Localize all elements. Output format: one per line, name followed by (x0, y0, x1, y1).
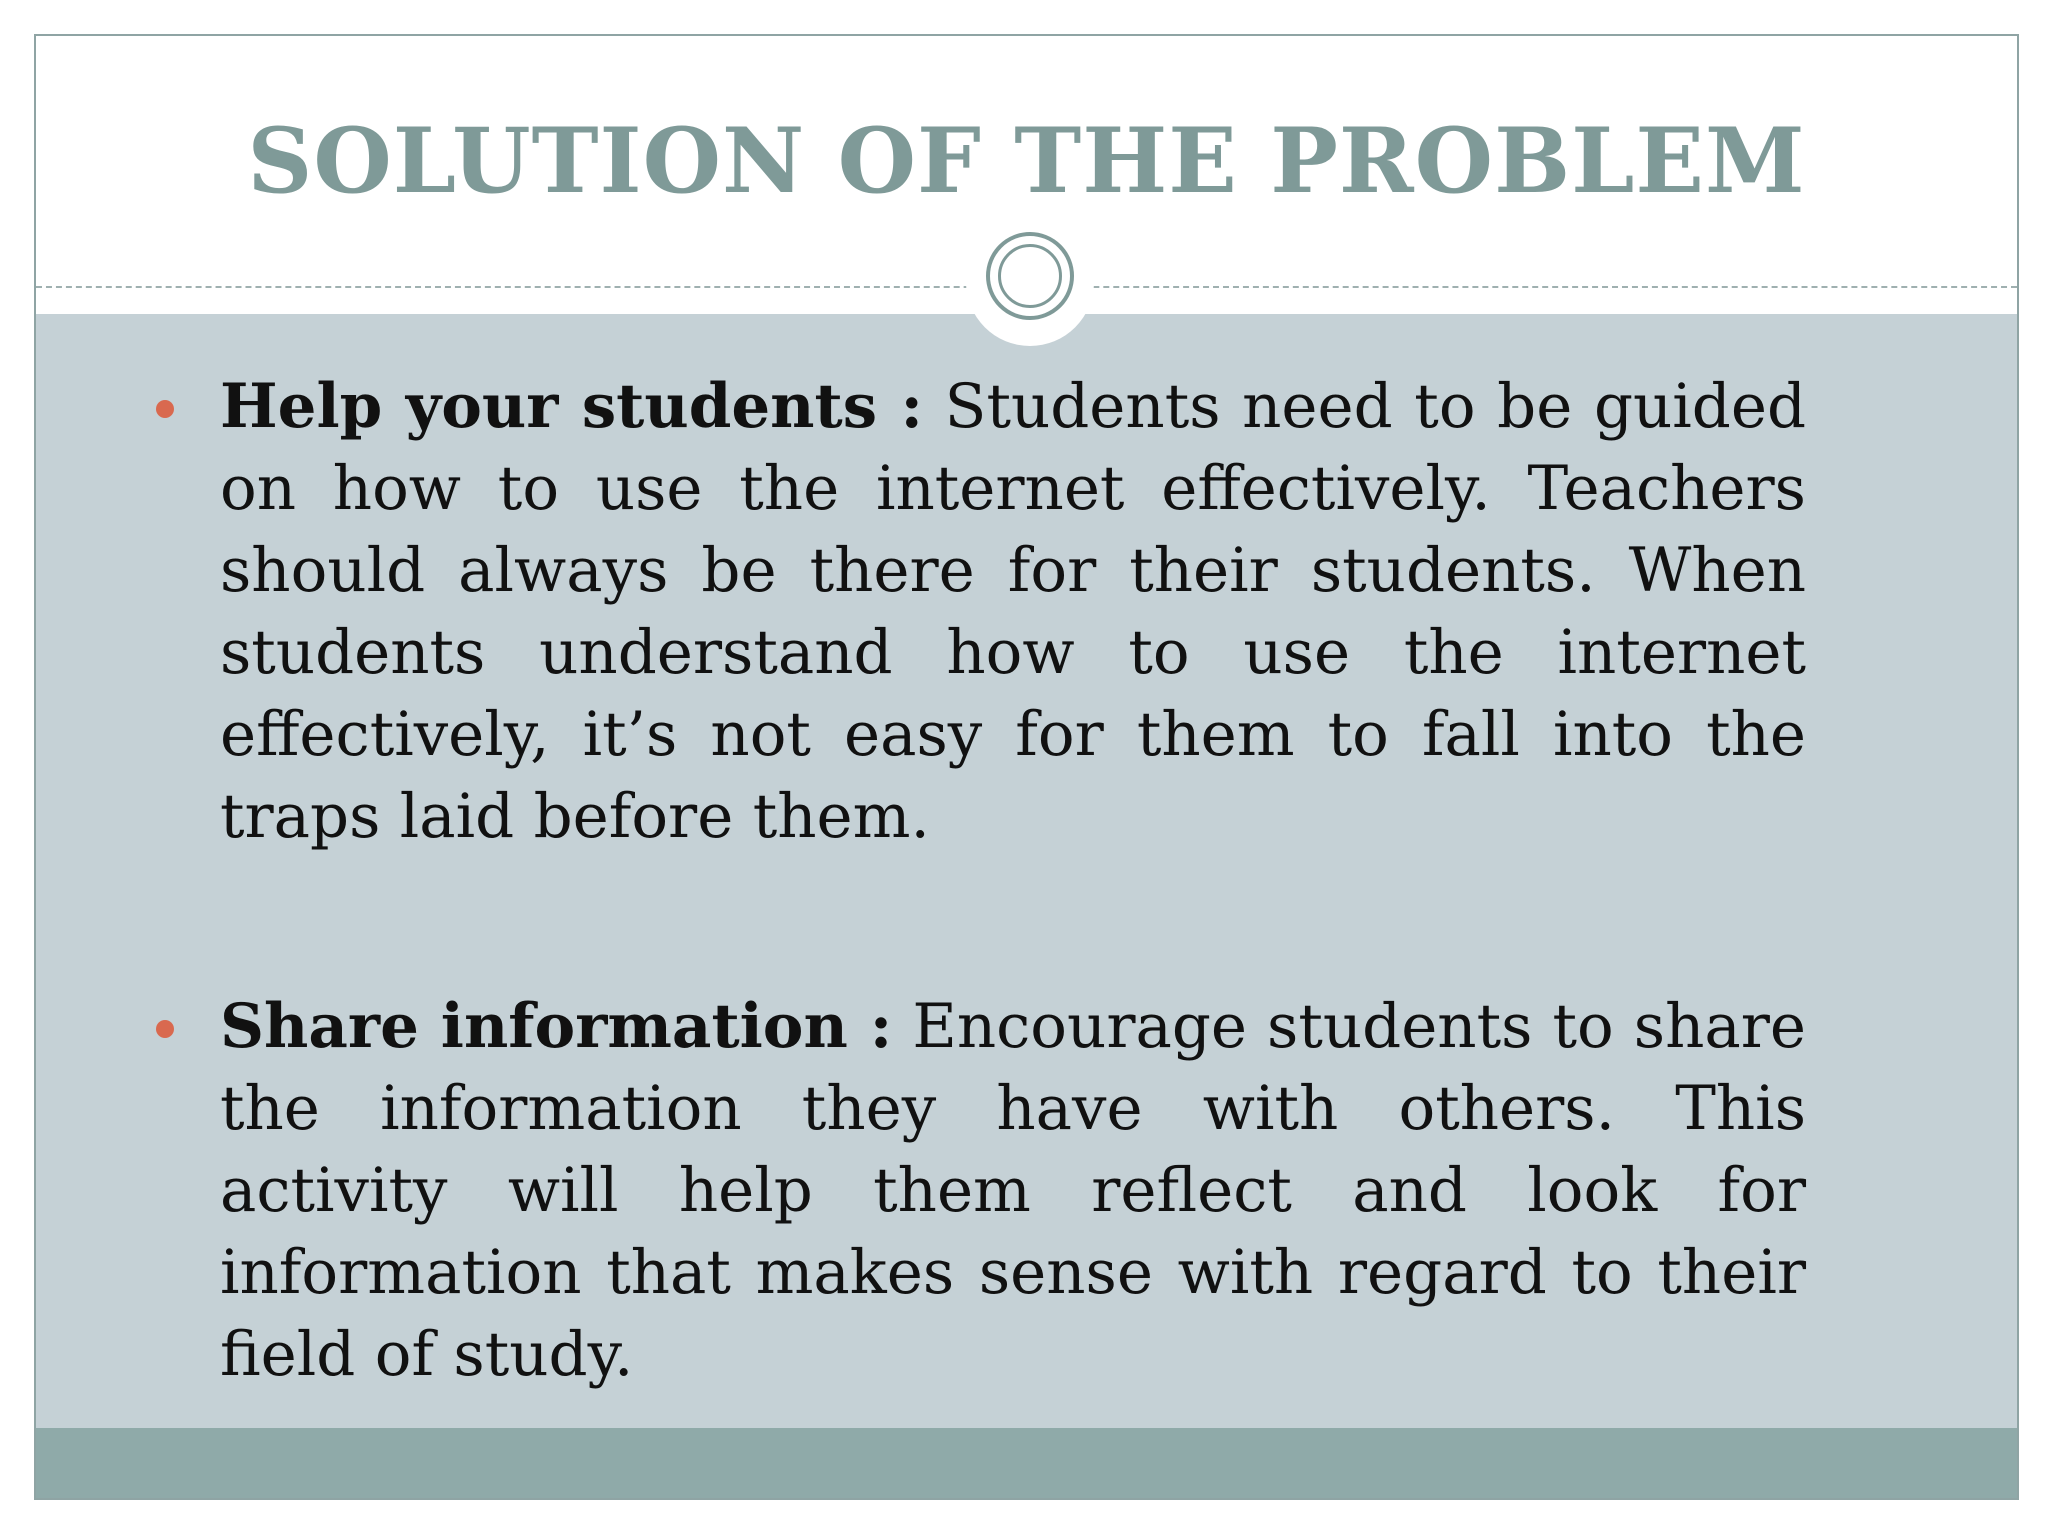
bullet-share-information (186, 986, 1806, 1396)
bullet-help-students (186, 366, 1806, 858)
circle-ornament-inner (998, 244, 1062, 308)
circle-ornament-icon (986, 232, 1074, 320)
bullet-dot-icon (156, 400, 174, 418)
bullet-text: Students need to be guided on how to use the internet effectively. Teachers should always be there for their students. When students understand how to use the internet effectively, it’s not easy for them to fall into the traps laid before them. (220, 371, 1806, 852)
slide (34, 34, 2019, 1500)
bullet-lead: Share information : (220, 991, 893, 1062)
bullet-list (186, 366, 1806, 1500)
bullet-text: Encourage students to share the information they have with others. This activity will help them reflect and look for information that makes sense with regard to their field of study. (220, 991, 1806, 1390)
bullet-lead: Help your students : (220, 371, 924, 442)
slide-title: SOLUTION OF THE PROBLEM (247, 108, 1806, 214)
bullet-dot-icon (156, 1020, 174, 1038)
